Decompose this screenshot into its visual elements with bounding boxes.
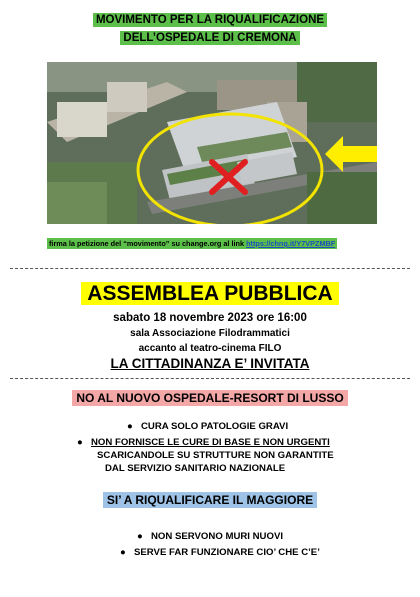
- no-heading-text: NO AL NUOVO OSPEDALE-RESORT DI LUSSO: [72, 390, 347, 406]
- si-heading-text: SI’ A RIQUALIFICARE IL MAGGIORE: [103, 492, 317, 508]
- si-bullet-2: SERVE FAR FUNZIONARE CIO’ CHE C’E’: [134, 547, 320, 558]
- bullet-icon: ●: [127, 421, 133, 432]
- title-text-1: MOVIMENTO PER LA RIQUALIFICAZIONE: [93, 13, 327, 27]
- no-bullet-2-line-3: DAL SERVIZIO SANITARIO NAZIONALE: [105, 463, 286, 474]
- no-bullet-2-line-1: NON FORNISCE LE CURE DI BASE E NON URGENTI: [91, 437, 330, 448]
- si-section-heading: [0, 493, 420, 507]
- divider-2: [10, 378, 410, 379]
- event-date: sabato 18 novembre 2023 ore 16:00: [113, 312, 307, 324]
- invitation-text: LA CITTADINANZA E’ INVITATA: [110, 356, 310, 371]
- assembly-title: [0, 282, 420, 306]
- list-item: [77, 436, 334, 449]
- si-section-list: [120, 530, 320, 559]
- assembly-title-text: ASSEMBLEA PUBBLICA: [81, 282, 338, 305]
- hospital-photo-illustration: [47, 62, 377, 224]
- bullet-icon: ●: [77, 437, 83, 448]
- event-venue-note: accanto al teatro-cinema FILO: [138, 343, 282, 354]
- list-item: [120, 546, 320, 559]
- title-line-2: [0, 31, 420, 46]
- no-section-list: [77, 420, 334, 475]
- bullet-icon: ●: [137, 531, 143, 542]
- list-item: [137, 530, 320, 543]
- event-venue: sala Associazione Filodrammatici: [130, 328, 290, 339]
- si-bullet-1: NON SERVONO MURI NUOVI: [151, 531, 284, 542]
- petition-label: firma la petizione del “movimento” su change.org al link: [49, 239, 245, 248]
- petition-text: [47, 238, 337, 249]
- title-line-1: [0, 13, 420, 28]
- petition-link[interactable]: https://chng.it/Y7VPZMBF: [246, 239, 336, 248]
- no-bullet-1: CURA SOLO PATOLOGIE GRAVI: [141, 421, 289, 432]
- hospital-aerial-photo: [47, 62, 377, 224]
- title-text-2: DELL’OSPEDALE DI CREMONA: [120, 31, 299, 45]
- no-section-heading: [0, 391, 420, 405]
- petition-line: [47, 239, 387, 248]
- list-item: [97, 420, 334, 433]
- bullet-icon: ●: [120, 547, 126, 558]
- no-bullet-2-line-2: SCARICANDOLE SU STRUTTURE NON GARANTITE: [97, 450, 334, 461]
- divider-1: [10, 268, 410, 269]
